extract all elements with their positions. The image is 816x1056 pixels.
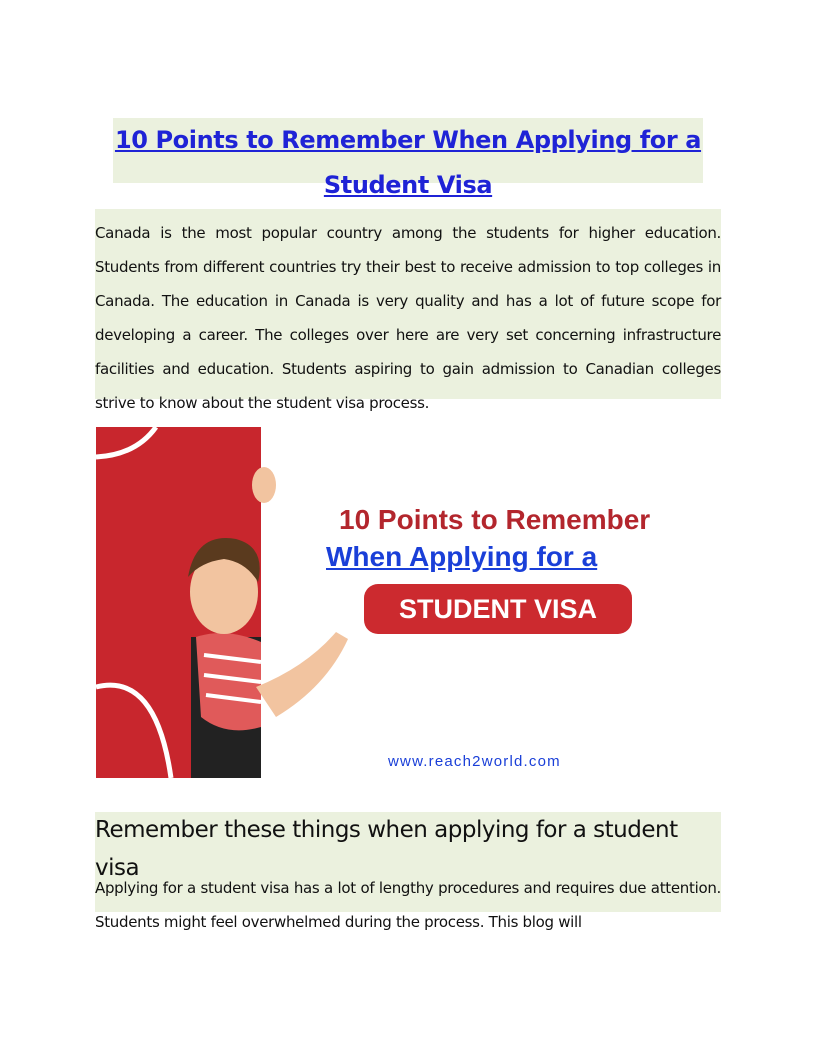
pointing-arm	[256, 632, 348, 717]
banner-url: www.reach2world.com	[388, 753, 561, 770]
intro-paragraph: Canada is the most popular country among the students for higher education. Students from different countries try their best to receive admission to top colleges in Canada. The education in Canada is very quality and has a lot of future scope for developing a career. The colleges over here are very set concerning infrastructure facilities and education. Students aspiring to gain admission to Canadian colleges strive to know about the student visa process.	[95, 224, 721, 412]
section-paragraph: Applying for a student visa has a lot of lengthy procedures and requires due attention. Students might feel overwhelmed during the process. This blog will	[95, 879, 721, 931]
section-heading: Remember these things when applying for a student visa	[95, 817, 678, 881]
student-visa-badge: STUDENT VISA	[364, 584, 632, 634]
document-title-link[interactable]: 10 Points to Remember When Applying for a Student Visa	[114, 126, 702, 199]
banner-image	[96, 427, 651, 778]
banner-headline-1: 10 Points to Remember	[339, 504, 651, 535]
hand-on-panel	[252, 467, 276, 503]
banner-headline-2: When Applying for a	[326, 541, 598, 572]
